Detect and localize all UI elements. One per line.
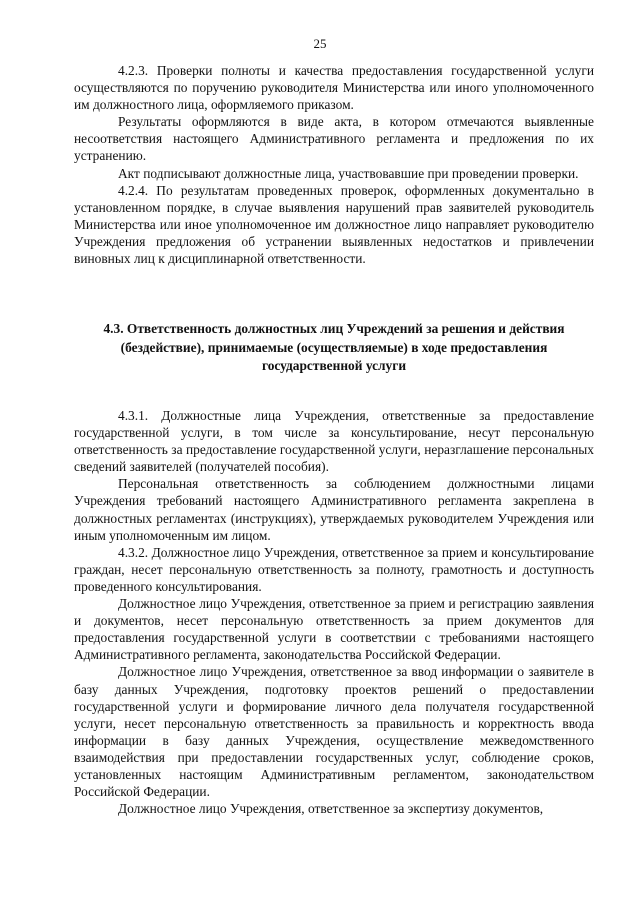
paragraph-4-3-2: 4.3.2. Должностное лицо Учреждения, ответственное за прием и консультирование граждан, несет персональную ответственность за полноту, грамотность и доступность проведенного консультирования. bbox=[74, 544, 594, 594]
paragraph-reception-registration: Должностное лицо Учреждения, ответственное за прием и регистрацию заявления и документов, несет персональную ответственность за прием документов для предоставления государственной услуги в соответствии с требованиями настоящего Административного регламента, законодательства Российской Федерации. bbox=[74, 596, 594, 663]
paragraph-personal-responsibility: Персональная ответственность за соблюдением должностными лицами Учреждения требований настоящего Административного регламента закреплена в должностных регламентах (инструкциях), утверждаемых руководителем Учреждения или иным уполномоченным им лицом. bbox=[74, 476, 594, 543]
paragraph-4-2-4: 4.2.4. По результатам проведенных проверок, оформленных документально в установленном порядке, в случае выявления нарушений прав заявителей руководитель Министерства или иное уполномоченное им должностное лицо направляет руководителю Учреждения предложения об устранении выявленных недостатков и привлечении виновных лиц к дисциплинарной ответственности. bbox=[74, 182, 594, 267]
section-4-3-text bbox=[74, 407, 594, 817]
paragraph-act-signing: Акт подписывают должностные лица, участвовавшие при проведении проверки. bbox=[118, 165, 579, 181]
paragraph-data-entry: Должностное лицо Учреждения, ответственное за ввод информации о заявителе в базу данных Учреждения, подготовку проектов решений о предоставлении государственной услуги и формирование личного дела получателя государственной услуги, несет персональную ответственность за правильность и корректность ввода информации в базу данных Учреждения, осуществление межведомственного взаимодействия при предоставлении государственных услуг, соблюдение сроков, установленных настоящим Административным регламентом, законодательством Российской Федерации. bbox=[74, 664, 594, 800]
paragraph-4-3-1: 4.3.1. Должностные лица Учреждения, ответственные за предоставление государственной услуги, в том числе за консультирование, несут персональную ответственность за предоставление государственной услуги, неразглашение персональных сведений заявителей (получателей пособия). bbox=[74, 408, 594, 475]
section-heading-4-3: 4.3. Ответственность должностных лиц Учреждений за решения и действия (бездействие), принимаемые (осуществляемые) в ходе предоставления государственной услуги bbox=[103, 321, 565, 373]
paragraph-4-2-3: 4.2.3. Проверки полноты и качества предоставления государственной услуги осуществляются по поручению руководителя Министерства или иного уполномоченного им должностного лица, оформляемого приказом. bbox=[74, 63, 594, 113]
page-number: 25 bbox=[313, 36, 327, 51]
section-4-2-text bbox=[74, 62, 594, 267]
paragraph-expertise: Должностное лицо Учреждения, ответственное за экспертизу документов, bbox=[118, 801, 544, 817]
paragraph-act-results: Результаты оформляются в виде акта, в котором отмечаются выявленные несоответствия настоящего Административного регламента и предложения по их устранению. bbox=[74, 114, 594, 164]
